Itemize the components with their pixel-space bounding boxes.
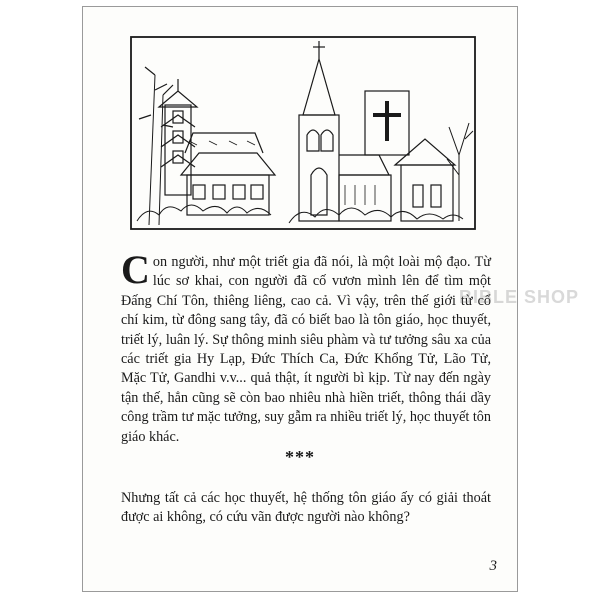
second-paragraph: Nhưng tất cả các học thuyết, hệ thống tôn giáo ấy có giải thoát được ai không, có cứu vãn được người nào không? <box>121 490 491 526</box>
opening-paragraph <box>121 247 491 447</box>
section-separator: *** <box>285 447 315 467</box>
drop-cap: C <box>121 247 150 292</box>
opening-paragraph-text: on người, như một triết gia đã nói, là một loài mộ đạo. Từ lúc sơ khai, con người đã cố vươn mình lên để tìm một Đấng Chí Tôn, thiêng liêng, cao cả. Vì vậy, trên thế giới từ cổ chí kim, từ đông sang tây, đã có biết bao là tôn giáo, học thuyết, triết lý, luân lý. Sự thông minh siêu phàm và tư tưởng sâu xa của các triết gia Hy Lạp, Đức Thích Ca, Đức Khổng Tử, Lão Tử, Mặc Tử, Gandhi v.v... quả thật, ít người bì kịp. Từ nay đến ngày tận thế, hẳn cũng sẽ còn bao nhiêu nhà hiền triết, thông thái dầy công trầm tư mặc tưởng, suy gẫm ra nhiều triết lý, học thuyết tôn giáo khác. <box>121 254 491 445</box>
temple-church-illustration <box>129 35 477 231</box>
page-number: 3 <box>489 558 497 574</box>
watermark-logo: BIBLE SHOP <box>459 287 580 307</box>
book-page <box>82 6 580 592</box>
